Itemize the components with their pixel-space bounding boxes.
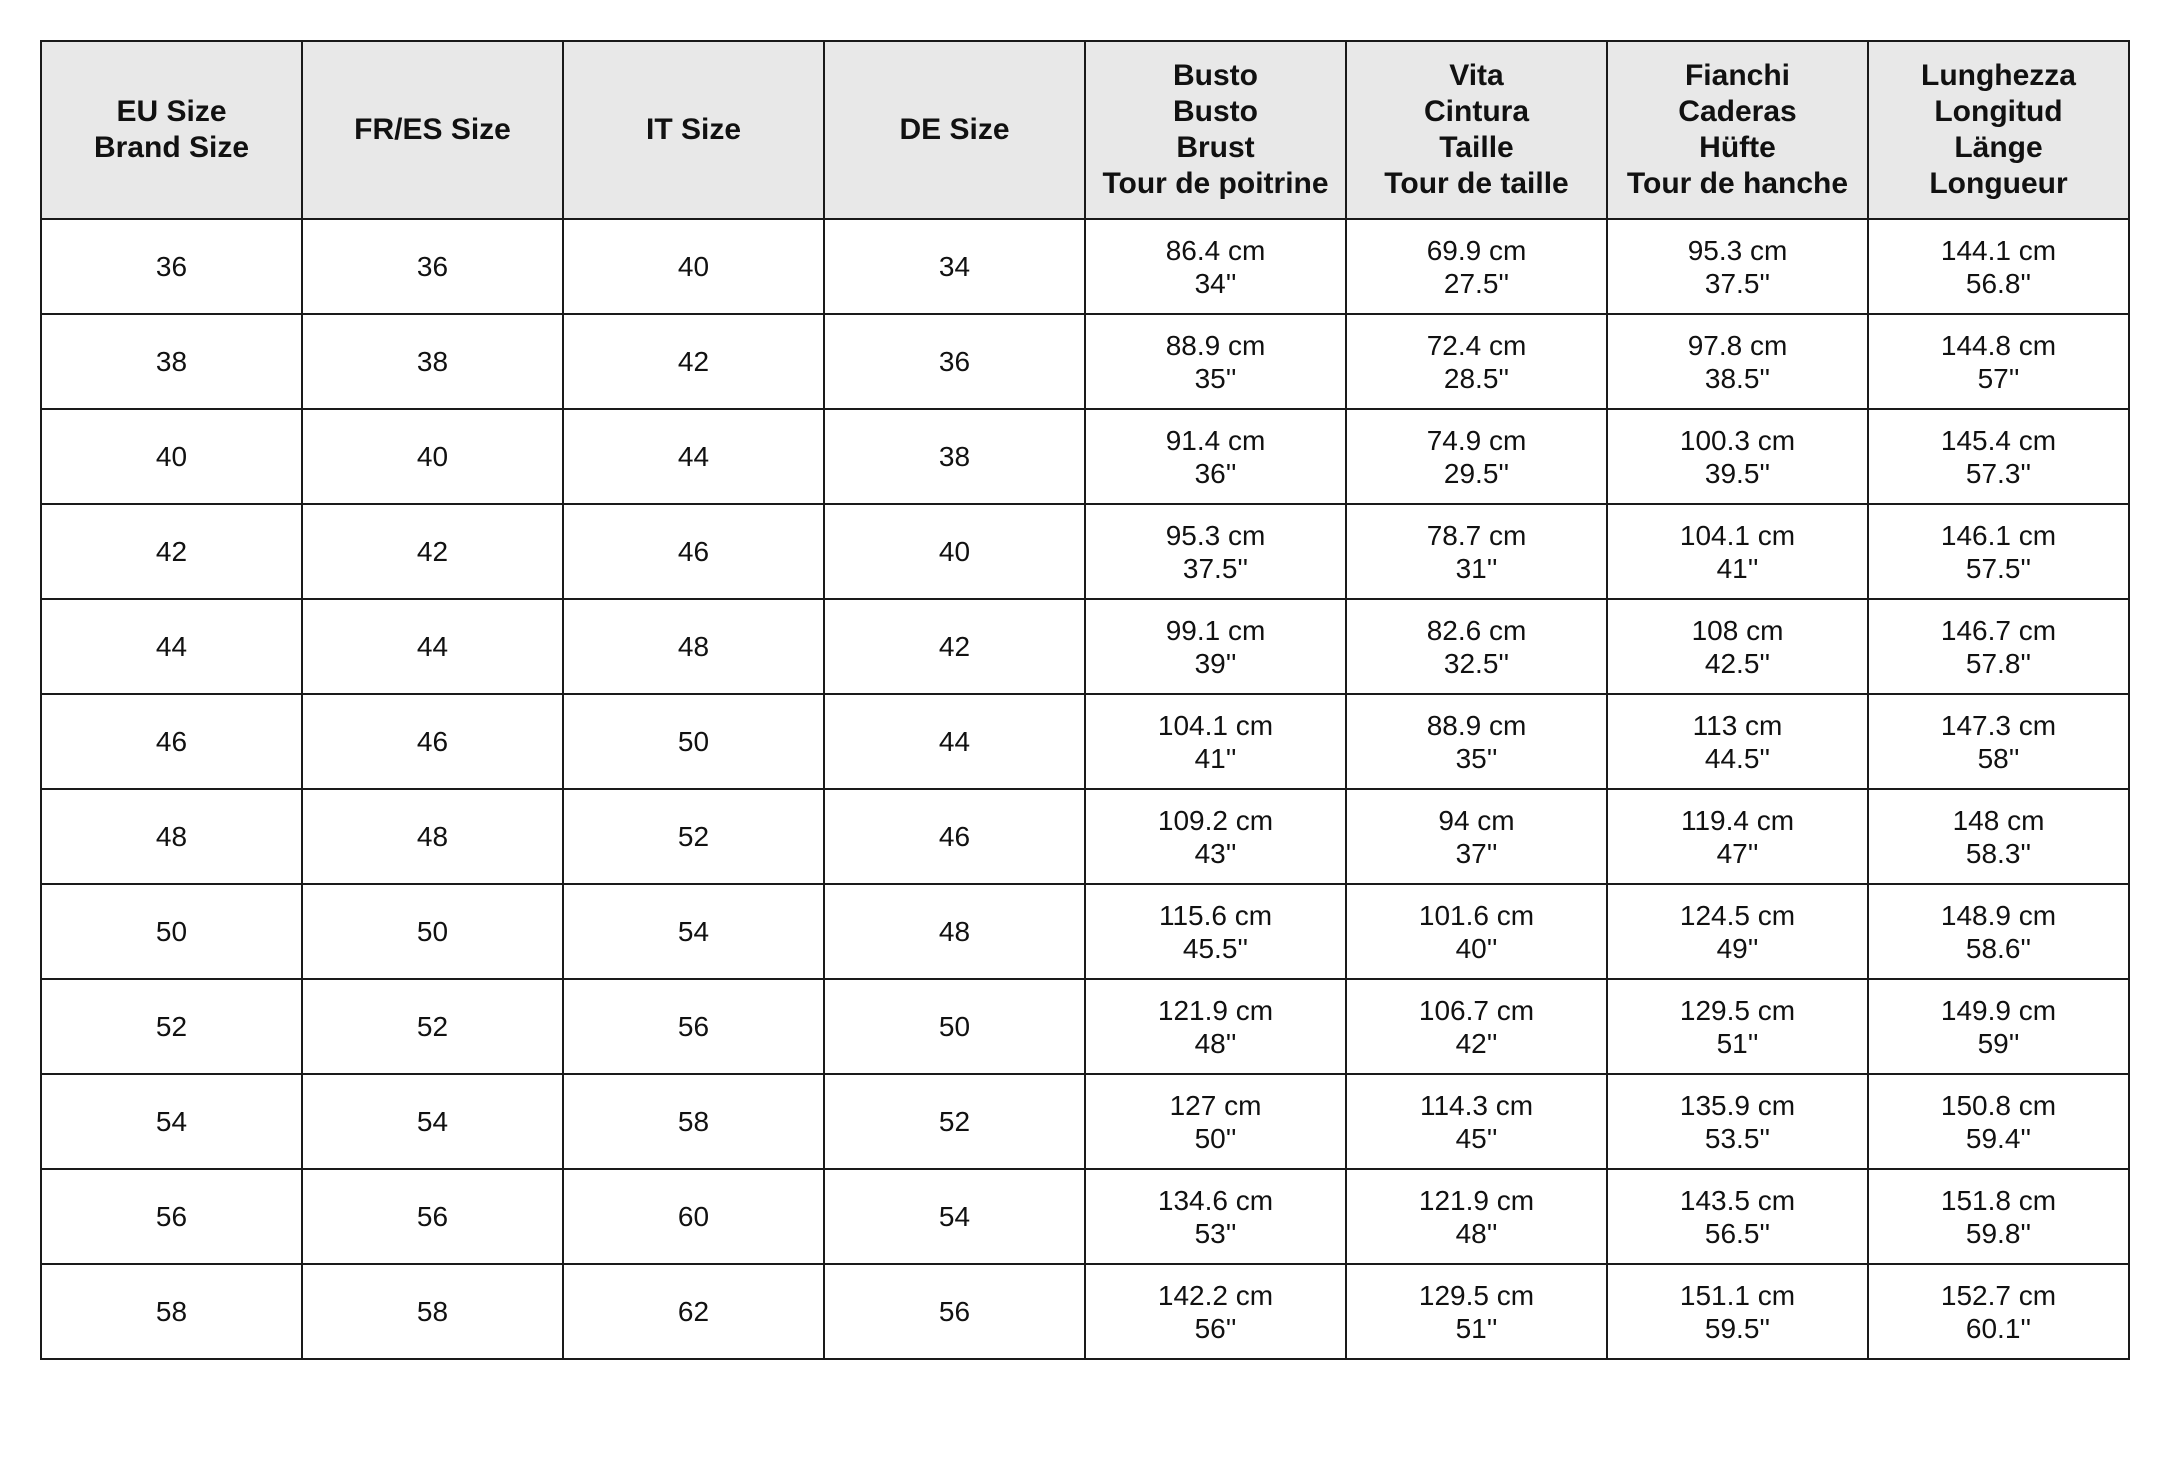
cell-value: 47'' bbox=[1716, 837, 1759, 869]
header-label-line: Longitud bbox=[1934, 95, 2063, 128]
table-row bbox=[41, 884, 2129, 979]
table-cell bbox=[563, 314, 824, 409]
cell-value: 56 bbox=[155, 1201, 188, 1232]
cell-value: 48 bbox=[155, 821, 188, 852]
cell-value: 46 bbox=[416, 726, 449, 757]
cell-value: 52 bbox=[416, 1011, 449, 1042]
table-cell bbox=[824, 314, 1085, 409]
header-label-line: Brand Size bbox=[93, 131, 250, 164]
header-label-line: Caderas bbox=[1678, 95, 1797, 128]
cell-value: 36'' bbox=[1194, 457, 1237, 489]
table-cell bbox=[1085, 409, 1346, 504]
cell-value: 72.4 cm bbox=[1426, 329, 1527, 361]
table-cell bbox=[41, 504, 302, 599]
cell-value: 44 bbox=[938, 726, 971, 757]
cell-value: 57'' bbox=[1977, 362, 2020, 394]
table-cell bbox=[1607, 219, 1868, 314]
cell-value: 53.5'' bbox=[1704, 1122, 1771, 1154]
header-label-line: Länge bbox=[1954, 131, 2043, 164]
cell-value: 37'' bbox=[1455, 837, 1498, 869]
table-cell bbox=[302, 504, 563, 599]
cell-value: 56'' bbox=[1194, 1312, 1237, 1344]
cell-value: 59.8'' bbox=[1965, 1217, 2032, 1249]
header-label-line: FR/ES Size bbox=[354, 113, 511, 146]
cell-value: 108 cm bbox=[1691, 614, 1784, 646]
cell-value: 56 bbox=[938, 1296, 971, 1327]
table-cell bbox=[1868, 884, 2129, 979]
table-row bbox=[41, 599, 2129, 694]
table-cell bbox=[824, 884, 1085, 979]
cell-value: 35'' bbox=[1194, 362, 1237, 394]
cell-value: 127 cm bbox=[1169, 1089, 1262, 1121]
cell-value: 86.4 cm bbox=[1165, 234, 1266, 266]
cell-value: 148.9 cm bbox=[1940, 899, 2057, 931]
table-cell bbox=[1346, 504, 1607, 599]
table-cell bbox=[563, 789, 824, 884]
header-row bbox=[41, 41, 2129, 219]
size-chart-table bbox=[40, 40, 2130, 1360]
table-cell bbox=[1607, 884, 1868, 979]
table-cell bbox=[1868, 1169, 2129, 1264]
table-cell bbox=[1607, 789, 1868, 884]
cell-value: 53'' bbox=[1194, 1217, 1237, 1249]
header-label-line: Busto bbox=[1173, 59, 1258, 92]
cell-value: 54 bbox=[938, 1201, 971, 1232]
header-waist bbox=[1346, 41, 1607, 219]
cell-value: 36 bbox=[938, 346, 971, 377]
table-row bbox=[41, 979, 2129, 1074]
table-cell bbox=[302, 694, 563, 789]
table-cell bbox=[563, 219, 824, 314]
cell-value: 50 bbox=[155, 916, 188, 947]
cell-value: 54 bbox=[677, 916, 710, 947]
table-cell bbox=[1085, 599, 1346, 694]
table-cell bbox=[302, 1169, 563, 1264]
cell-value: 58.3'' bbox=[1965, 837, 2032, 869]
cell-value: 101.6 cm bbox=[1418, 899, 1535, 931]
table-cell bbox=[1085, 219, 1346, 314]
table-cell bbox=[824, 599, 1085, 694]
cell-value: 129.5 cm bbox=[1418, 1279, 1535, 1311]
header-it-size bbox=[563, 41, 824, 219]
cell-value: 88.9 cm bbox=[1426, 709, 1527, 741]
cell-value: 78.7 cm bbox=[1426, 519, 1527, 551]
table-cell bbox=[1085, 789, 1346, 884]
cell-value: 56.8'' bbox=[1965, 267, 2032, 299]
table-cell bbox=[1868, 599, 2129, 694]
header-length bbox=[1868, 41, 2129, 219]
cell-value: 129.5 cm bbox=[1679, 994, 1796, 1026]
table-cell bbox=[302, 1264, 563, 1359]
cell-value: 148 cm bbox=[1952, 804, 2045, 836]
table-cell bbox=[1868, 694, 2129, 789]
table-row bbox=[41, 1264, 2129, 1359]
table-cell bbox=[302, 219, 563, 314]
table-row bbox=[41, 219, 2129, 314]
header-label-line: Fianchi bbox=[1684, 59, 1790, 92]
cell-value: 39.5'' bbox=[1704, 457, 1771, 489]
size-chart-body bbox=[41, 219, 2129, 1359]
table-cell bbox=[1868, 314, 2129, 409]
table-cell bbox=[302, 789, 563, 884]
cell-value: 119.4 cm bbox=[1680, 804, 1795, 836]
cell-value: 38 bbox=[938, 441, 971, 472]
cell-value: 104.1 cm bbox=[1157, 709, 1274, 741]
cell-value: 58 bbox=[416, 1296, 449, 1327]
header-label-line: Brust bbox=[1176, 131, 1255, 164]
cell-value: 135.9 cm bbox=[1679, 1089, 1796, 1121]
cell-value: 143.5 cm bbox=[1679, 1184, 1796, 1216]
table-cell bbox=[563, 1264, 824, 1359]
cell-value: 106.7 cm bbox=[1418, 994, 1535, 1026]
table-cell bbox=[1085, 504, 1346, 599]
cell-value: 145.4 cm bbox=[1940, 424, 2057, 456]
cell-value: 52 bbox=[677, 821, 710, 852]
table-cell bbox=[41, 694, 302, 789]
table-row bbox=[41, 504, 2129, 599]
table-cell bbox=[1868, 789, 2129, 884]
cell-value: 57.5'' bbox=[1965, 552, 2032, 584]
header-label-line: Vita bbox=[1449, 59, 1504, 92]
table-cell bbox=[1868, 409, 2129, 504]
table-cell bbox=[1607, 1169, 1868, 1264]
table-row bbox=[41, 409, 2129, 504]
cell-value: 54 bbox=[416, 1106, 449, 1137]
header-bust bbox=[1085, 41, 1346, 219]
cell-value: 58 bbox=[155, 1296, 188, 1327]
table-cell bbox=[1607, 504, 1868, 599]
table-cell bbox=[302, 314, 563, 409]
table-cell bbox=[563, 694, 824, 789]
header-label-line: Tour de taille bbox=[1384, 167, 1569, 200]
table-cell bbox=[1607, 314, 1868, 409]
table-cell bbox=[824, 504, 1085, 599]
cell-value: 104.1 cm bbox=[1679, 519, 1796, 551]
cell-value: 52 bbox=[938, 1106, 971, 1137]
cell-value: 38 bbox=[155, 346, 188, 377]
header-label-line: Tour de hanche bbox=[1626, 167, 1849, 200]
cell-value: 142.2 cm bbox=[1157, 1279, 1274, 1311]
table-row bbox=[41, 694, 2129, 789]
cell-value: 147.3 cm bbox=[1940, 709, 2057, 741]
cell-value: 57.8'' bbox=[1965, 647, 2032, 679]
table-cell bbox=[41, 1169, 302, 1264]
cell-value: 43'' bbox=[1194, 837, 1237, 869]
cell-value: 42.5'' bbox=[1704, 647, 1771, 679]
cell-value: 38.5'' bbox=[1704, 362, 1771, 394]
table-cell bbox=[1346, 1074, 1607, 1169]
table-cell bbox=[1868, 1074, 2129, 1169]
table-cell bbox=[1346, 979, 1607, 1074]
cell-value: 41'' bbox=[1716, 552, 1759, 584]
table-cell bbox=[824, 219, 1085, 314]
cell-value: 134.6 cm bbox=[1157, 1184, 1274, 1216]
table-cell bbox=[824, 1169, 1085, 1264]
cell-value: 59'' bbox=[1977, 1027, 2020, 1059]
header-label-line: Lunghezza bbox=[1921, 59, 2076, 92]
table-cell bbox=[563, 504, 824, 599]
cell-value: 56 bbox=[416, 1201, 449, 1232]
table-cell bbox=[824, 979, 1085, 1074]
cell-value: 56 bbox=[677, 1011, 710, 1042]
cell-value: 51'' bbox=[1455, 1312, 1498, 1344]
cell-value: 31'' bbox=[1455, 552, 1498, 584]
cell-value: 51'' bbox=[1716, 1027, 1759, 1059]
table-cell bbox=[1607, 1074, 1868, 1169]
table-cell bbox=[563, 884, 824, 979]
header-fr-es-size bbox=[302, 41, 563, 219]
cell-value: 46 bbox=[938, 821, 971, 852]
cell-value: 74.9 cm bbox=[1426, 424, 1527, 456]
cell-value: 149.9 cm bbox=[1940, 994, 2057, 1026]
table-cell bbox=[1346, 314, 1607, 409]
cell-value: 40 bbox=[938, 536, 971, 567]
header-label-line: EU Size bbox=[116, 95, 227, 128]
cell-value: 36 bbox=[416, 251, 449, 282]
cell-value: 34 bbox=[938, 251, 971, 282]
cell-value: 42 bbox=[938, 631, 971, 662]
table-cell bbox=[824, 1074, 1085, 1169]
cell-value: 42 bbox=[677, 346, 710, 377]
cell-value: 40'' bbox=[1455, 932, 1498, 964]
cell-value: 100.3 cm bbox=[1679, 424, 1796, 456]
table-cell bbox=[1085, 979, 1346, 1074]
header-label-line: IT Size bbox=[645, 113, 742, 146]
cell-value: 44 bbox=[155, 631, 188, 662]
cell-value: 40 bbox=[677, 251, 710, 282]
header-eu-size bbox=[41, 41, 302, 219]
cell-value: 152.7 cm bbox=[1940, 1279, 2057, 1311]
table-cell bbox=[302, 979, 563, 1074]
cell-value: 94 cm bbox=[1438, 804, 1515, 836]
cell-value: 28.5'' bbox=[1443, 362, 1510, 394]
table-cell bbox=[1868, 504, 2129, 599]
cell-value: 48'' bbox=[1194, 1027, 1237, 1059]
table-row bbox=[41, 1169, 2129, 1264]
cell-value: 124.5 cm bbox=[1679, 899, 1796, 931]
size-chart-header bbox=[41, 41, 2129, 219]
cell-value: 40 bbox=[416, 441, 449, 472]
header-label-line: Hüfte bbox=[1699, 131, 1776, 164]
header-hips bbox=[1607, 41, 1868, 219]
header-label-line: DE Size bbox=[899, 113, 1010, 146]
cell-value: 115.6 cm bbox=[1158, 899, 1273, 931]
cell-value: 42 bbox=[155, 536, 188, 567]
cell-value: 50'' bbox=[1194, 1122, 1237, 1154]
cell-value: 151.8 cm bbox=[1940, 1184, 2057, 1216]
table-cell bbox=[1346, 1264, 1607, 1359]
cell-value: 59.4'' bbox=[1965, 1122, 2032, 1154]
cell-value: 54 bbox=[155, 1106, 188, 1137]
cell-value: 48 bbox=[416, 821, 449, 852]
cell-value: 88.9 cm bbox=[1165, 329, 1266, 361]
table-cell bbox=[41, 1264, 302, 1359]
table-cell bbox=[1346, 409, 1607, 504]
table-cell bbox=[41, 789, 302, 884]
table-cell bbox=[1085, 314, 1346, 409]
cell-value: 58.6'' bbox=[1965, 932, 2032, 964]
cell-value: 48'' bbox=[1455, 1217, 1498, 1249]
cell-value: 45.5'' bbox=[1182, 932, 1249, 964]
cell-value: 60.1'' bbox=[1965, 1312, 2032, 1344]
cell-value: 57.3'' bbox=[1965, 457, 2032, 489]
table-row bbox=[41, 789, 2129, 884]
cell-value: 50 bbox=[938, 1011, 971, 1042]
cell-value: 99.1 cm bbox=[1165, 614, 1266, 646]
table-cell bbox=[1346, 789, 1607, 884]
table-cell bbox=[824, 789, 1085, 884]
table-cell bbox=[1607, 694, 1868, 789]
cell-value: 44 bbox=[416, 631, 449, 662]
table-cell bbox=[41, 884, 302, 979]
table-cell bbox=[1085, 694, 1346, 789]
cell-value: 27.5'' bbox=[1443, 267, 1510, 299]
cell-value: 40 bbox=[155, 441, 188, 472]
table-row bbox=[41, 314, 2129, 409]
table-cell bbox=[1607, 1264, 1868, 1359]
cell-value: 42 bbox=[416, 536, 449, 567]
table-cell bbox=[41, 219, 302, 314]
table-cell bbox=[824, 409, 1085, 504]
cell-value: 37.5'' bbox=[1704, 267, 1771, 299]
table-cell bbox=[824, 694, 1085, 789]
cell-value: 49'' bbox=[1716, 932, 1759, 964]
table-cell bbox=[563, 1074, 824, 1169]
cell-value: 121.9 cm bbox=[1157, 994, 1274, 1026]
cell-value: 146.1 cm bbox=[1940, 519, 2057, 551]
cell-value: 114.3 cm bbox=[1419, 1089, 1534, 1121]
table-cell bbox=[1607, 599, 1868, 694]
cell-value: 97.8 cm bbox=[1687, 329, 1788, 361]
cell-value: 50 bbox=[416, 916, 449, 947]
cell-value: 34'' bbox=[1194, 267, 1237, 299]
table-cell bbox=[1868, 979, 2129, 1074]
cell-value: 46 bbox=[677, 536, 710, 567]
cell-value: 109.2 cm bbox=[1157, 804, 1274, 836]
cell-value: 95.3 cm bbox=[1165, 519, 1266, 551]
cell-value: 146.7 cm bbox=[1940, 614, 2057, 646]
cell-value: 50 bbox=[677, 726, 710, 757]
table-cell bbox=[302, 409, 563, 504]
cell-value: 37.5'' bbox=[1182, 552, 1249, 584]
table-cell bbox=[1346, 1169, 1607, 1264]
cell-value: 45'' bbox=[1455, 1122, 1498, 1154]
header-de-size bbox=[824, 41, 1085, 219]
table-cell bbox=[1346, 599, 1607, 694]
table-cell bbox=[41, 979, 302, 1074]
table-cell bbox=[563, 1169, 824, 1264]
cell-value: 58 bbox=[677, 1106, 710, 1137]
header-label-line: Busto bbox=[1173, 95, 1258, 128]
table-cell bbox=[1085, 1264, 1346, 1359]
table-cell bbox=[41, 599, 302, 694]
table-cell bbox=[302, 884, 563, 979]
cell-value: 32.5'' bbox=[1443, 647, 1510, 679]
table-cell bbox=[563, 979, 824, 1074]
cell-value: 41'' bbox=[1194, 742, 1237, 774]
cell-value: 35'' bbox=[1455, 742, 1498, 774]
header-label-line: Taille bbox=[1439, 131, 1514, 164]
table-cell bbox=[41, 1074, 302, 1169]
table-cell bbox=[1085, 1074, 1346, 1169]
cell-value: 91.4 cm bbox=[1165, 424, 1266, 456]
table-cell bbox=[41, 409, 302, 504]
cell-value: 44.5'' bbox=[1704, 742, 1771, 774]
table-cell bbox=[1607, 409, 1868, 504]
cell-value: 52 bbox=[155, 1011, 188, 1042]
cell-value: 150.8 cm bbox=[1940, 1089, 2057, 1121]
cell-value: 121.9 cm bbox=[1418, 1184, 1535, 1216]
table-cell bbox=[1868, 219, 2129, 314]
cell-value: 59.5'' bbox=[1704, 1312, 1771, 1344]
header-label-line: Tour de poitrine bbox=[1102, 167, 1329, 200]
cell-value: 56.5'' bbox=[1704, 1217, 1771, 1249]
cell-value: 58'' bbox=[1977, 742, 2020, 774]
header-label-line: Cintura bbox=[1424, 95, 1529, 128]
cell-value: 62 bbox=[677, 1296, 710, 1327]
cell-value: 36 bbox=[155, 251, 188, 282]
table-cell bbox=[563, 409, 824, 504]
cell-value: 69.9 cm bbox=[1426, 234, 1527, 266]
table-cell bbox=[41, 314, 302, 409]
table-cell bbox=[1868, 1264, 2129, 1359]
table-cell bbox=[563, 599, 824, 694]
cell-value: 95.3 cm bbox=[1687, 234, 1788, 266]
cell-value: 44 bbox=[677, 441, 710, 472]
table-cell bbox=[1346, 219, 1607, 314]
cell-value: 82.6 cm bbox=[1426, 614, 1527, 646]
table-row bbox=[41, 1074, 2129, 1169]
cell-value: 38 bbox=[416, 346, 449, 377]
cell-value: 42'' bbox=[1455, 1027, 1498, 1059]
table-cell bbox=[1346, 884, 1607, 979]
table-cell bbox=[1085, 884, 1346, 979]
cell-value: 29.5'' bbox=[1443, 457, 1510, 489]
cell-value: 144.1 cm bbox=[1940, 234, 2057, 266]
cell-value: 39'' bbox=[1194, 647, 1237, 679]
table-cell bbox=[1346, 694, 1607, 789]
cell-value: 151.1 cm bbox=[1679, 1279, 1796, 1311]
cell-value: 144.8 cm bbox=[1940, 329, 2057, 361]
cell-value: 113 cm bbox=[1692, 709, 1783, 741]
table-cell bbox=[302, 599, 563, 694]
cell-value: 48 bbox=[938, 916, 971, 947]
table-cell bbox=[1085, 1169, 1346, 1264]
cell-value: 48 bbox=[677, 631, 710, 662]
table-cell bbox=[302, 1074, 563, 1169]
cell-value: 46 bbox=[155, 726, 188, 757]
cell-value: 60 bbox=[677, 1201, 710, 1232]
table-cell bbox=[1607, 979, 1868, 1074]
header-label-line: Longueur bbox=[1929, 167, 2068, 200]
table-cell bbox=[824, 1264, 1085, 1359]
